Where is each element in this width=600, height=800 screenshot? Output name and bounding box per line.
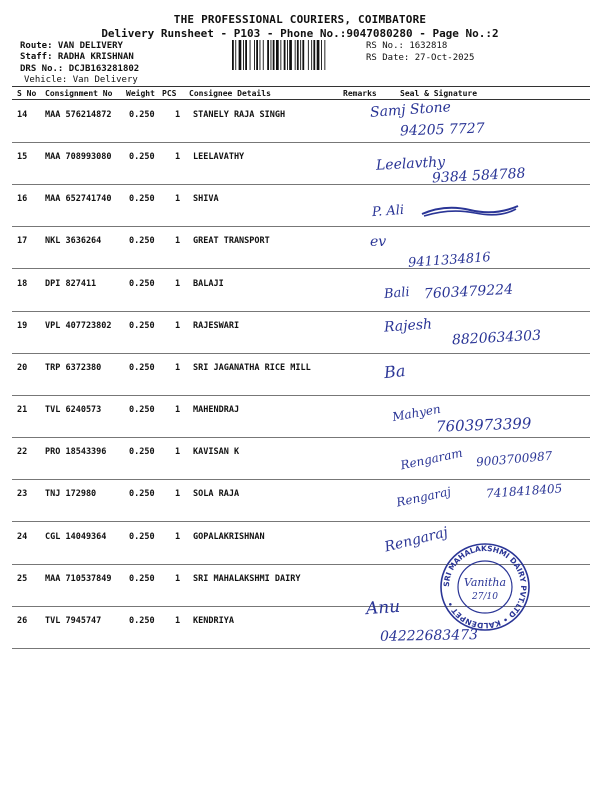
cell-consignment-no: PRO 18543396 bbox=[45, 447, 107, 458]
rs-date: RS Date: 27-Oct-2025 bbox=[366, 53, 475, 63]
phone-row-23: 7418418405 bbox=[485, 481, 563, 501]
col-header-consignment: Consignment No bbox=[45, 89, 113, 98]
cell-weight: 0.250 bbox=[129, 489, 155, 500]
cell-pcs: 1 bbox=[175, 362, 181, 373]
signature-row-22: Rengaram bbox=[399, 445, 464, 473]
cell-consignment-no: MAA 652741740 bbox=[45, 194, 112, 205]
cell-sno: 18 bbox=[17, 278, 28, 289]
cell-consignment-no: TRP 6372380 bbox=[45, 362, 102, 373]
table-row bbox=[12, 311, 590, 354]
col-header-sno: S No bbox=[17, 89, 37, 98]
rs-number: RS No.: 1632818 bbox=[366, 41, 448, 51]
cell-pcs: 1 bbox=[175, 152, 181, 163]
cell-consignee: SRI MAHALAKSHMI DAIRY bbox=[193, 573, 301, 584]
cell-sno: 21 bbox=[17, 405, 28, 416]
staff-label: Staff: RADHA KRISHNAN bbox=[20, 52, 134, 62]
cell-consignee: SHIVA bbox=[193, 194, 219, 205]
cell-weight: 0.250 bbox=[129, 615, 155, 626]
col-header-pcs: PCS bbox=[162, 89, 177, 98]
signature-row-20: Ba bbox=[383, 360, 407, 383]
cell-pcs: 1 bbox=[175, 447, 181, 458]
signature-row-15: Leelavthy bbox=[375, 154, 446, 174]
table-row bbox=[12, 479, 590, 522]
stamp-date: 27/10 bbox=[472, 592, 498, 602]
cell-pcs: 1 bbox=[175, 278, 181, 289]
cell-weight: 0.250 bbox=[129, 152, 155, 163]
cell-consignment-no: CGL 14049364 bbox=[45, 531, 107, 542]
cell-weight: 0.250 bbox=[129, 405, 155, 416]
route-label: Route: VAN DELIVERY bbox=[20, 41, 123, 51]
cell-sno: 16 bbox=[17, 194, 28, 205]
signature-row-18: Bali bbox=[383, 284, 411, 303]
cell-sno: 17 bbox=[17, 236, 28, 247]
table-row bbox=[12, 100, 590, 143]
header-top-rule bbox=[12, 86, 590, 87]
cell-weight: 0.250 bbox=[129, 531, 155, 542]
barcode-image bbox=[232, 40, 360, 70]
cell-consignee: STANELY RAJA SINGH bbox=[193, 110, 286, 120]
signature-row-26: Anu bbox=[365, 596, 401, 620]
cell-consignment-no: TVL 6240573 bbox=[45, 405, 102, 416]
cell-consignee: RAJESWARI bbox=[193, 320, 240, 331]
cell-consignment-no: MAA 576214872 bbox=[45, 110, 112, 120]
phone-row-17: 9411334816 bbox=[407, 250, 492, 271]
cell-weight: 0.250 bbox=[129, 447, 155, 458]
cell-consignee: MAHENDRAJ bbox=[193, 405, 240, 416]
company-title: THE PROFESSIONAL COURIERS, COIMBATORE bbox=[173, 13, 427, 26]
cell-pcs: 1 bbox=[175, 320, 181, 331]
cell-weight: 0.250 bbox=[129, 573, 155, 584]
phone-row-26: 04222683473 bbox=[379, 627, 479, 645]
cell-pcs: 1 bbox=[175, 615, 181, 626]
cell-consignment-no: MAA 710537849 bbox=[45, 573, 112, 584]
cell-consignee: SRI JAGANATHA RICE MILL bbox=[193, 362, 311, 373]
cell-consignee: KENDRIYA bbox=[193, 615, 234, 626]
signature-row-21: Mahyen bbox=[391, 401, 442, 425]
signature-row-14: Samj Stone bbox=[369, 99, 452, 121]
phone-row-22: 9003700987 bbox=[475, 448, 553, 470]
cell-pcs: 1 bbox=[175, 573, 181, 584]
table-row bbox=[12, 184, 590, 227]
cell-sno: 24 bbox=[17, 531, 28, 542]
col-header-consignee: Consignee Details bbox=[189, 89, 271, 98]
cell-sno: 22 bbox=[17, 447, 28, 458]
cell-sno: 19 bbox=[17, 320, 28, 331]
table-row bbox=[12, 353, 590, 396]
cell-weight: 0.250 bbox=[129, 362, 155, 373]
cell-consignment-no: VPL 407723802 bbox=[45, 320, 112, 331]
stamp-signature: Vanitha bbox=[463, 576, 507, 589]
cell-consignee: KAVISAN K bbox=[193, 447, 240, 458]
cell-pcs: 1 bbox=[175, 236, 181, 247]
col-header-remarks: Remarks bbox=[343, 89, 377, 98]
table-row bbox=[12, 269, 590, 312]
cell-pcs: 1 bbox=[175, 531, 181, 542]
cell-consignee: GOPALAKRISHNAN bbox=[193, 531, 265, 542]
cell-consignment-no: NKL 3636264 bbox=[45, 236, 102, 247]
cell-sno: 20 bbox=[17, 362, 28, 373]
cell-consignee: SOLA RAJA bbox=[193, 489, 240, 500]
drs-number: DRS No.: DCJB163281802 bbox=[20, 64, 140, 74]
company-seal-stamp bbox=[421, 542, 549, 632]
cell-weight: 0.250 bbox=[129, 194, 155, 205]
mark-row-17: ev bbox=[370, 234, 387, 250]
phone-row-14: 94205 7727 bbox=[399, 120, 485, 140]
cell-sno: 23 bbox=[17, 489, 28, 500]
cell-consignment-no: TVL 7945747 bbox=[45, 615, 102, 626]
stamp-ring-text: SRI MAHALAKSHMI DAIRY PVT.LTD • KALDENPET • bbox=[441, 543, 529, 631]
phone-row-15: 9384 584788 bbox=[431, 165, 526, 187]
table-row bbox=[12, 437, 590, 480]
cell-consignee: LEELAVATHY bbox=[193, 152, 245, 163]
signature-row-16: P. Ali bbox=[371, 202, 405, 221]
cell-weight: 0.250 bbox=[129, 236, 155, 247]
runsheet-subtitle: Delivery Runsheet - P103 - Phone No.:9047080280 - Page No.:2 bbox=[101, 27, 499, 40]
cell-consignee: BALAJI bbox=[193, 278, 224, 289]
cell-sno: 14 bbox=[17, 110, 28, 120]
cell-pcs: 1 bbox=[175, 194, 181, 205]
vehicle-label: Vehicle: Van Delivery bbox=[24, 75, 138, 85]
signature-row-19: Rajesh bbox=[383, 316, 433, 336]
phone-row-21: 7603973399 bbox=[435, 414, 532, 436]
col-header-seal-signature: Seal & Signature bbox=[400, 89, 478, 98]
cell-weight: 0.250 bbox=[129, 278, 155, 289]
cell-pcs: 1 bbox=[175, 110, 181, 120]
cell-consignment-no: MAA 708993080 bbox=[45, 152, 112, 163]
cell-pcs: 1 bbox=[175, 489, 181, 500]
cell-consignment-no: TNJ 172980 bbox=[45, 489, 97, 500]
cell-weight: 0.250 bbox=[129, 110, 155, 120]
cell-sno: 25 bbox=[17, 573, 28, 584]
cell-pcs: 1 bbox=[175, 405, 181, 416]
cell-sno: 26 bbox=[17, 615, 28, 626]
table-row bbox=[12, 395, 590, 438]
col-header-weight: Weight bbox=[126, 89, 155, 98]
table-row bbox=[12, 226, 590, 269]
cell-sno: 15 bbox=[17, 152, 28, 163]
signature-row-23: Rengaraj bbox=[395, 484, 453, 510]
cell-consignment-no: DPI 827411 bbox=[45, 278, 97, 289]
table-row bbox=[12, 142, 590, 185]
signature-row-24: Rengaraj bbox=[383, 524, 450, 556]
phone-row-18: 7603479224 bbox=[423, 281, 514, 303]
phone-row-19: 8820634303 bbox=[451, 327, 542, 349]
cell-weight: 0.250 bbox=[129, 320, 155, 331]
cell-consignee: GREAT TRANSPORT bbox=[193, 236, 270, 247]
